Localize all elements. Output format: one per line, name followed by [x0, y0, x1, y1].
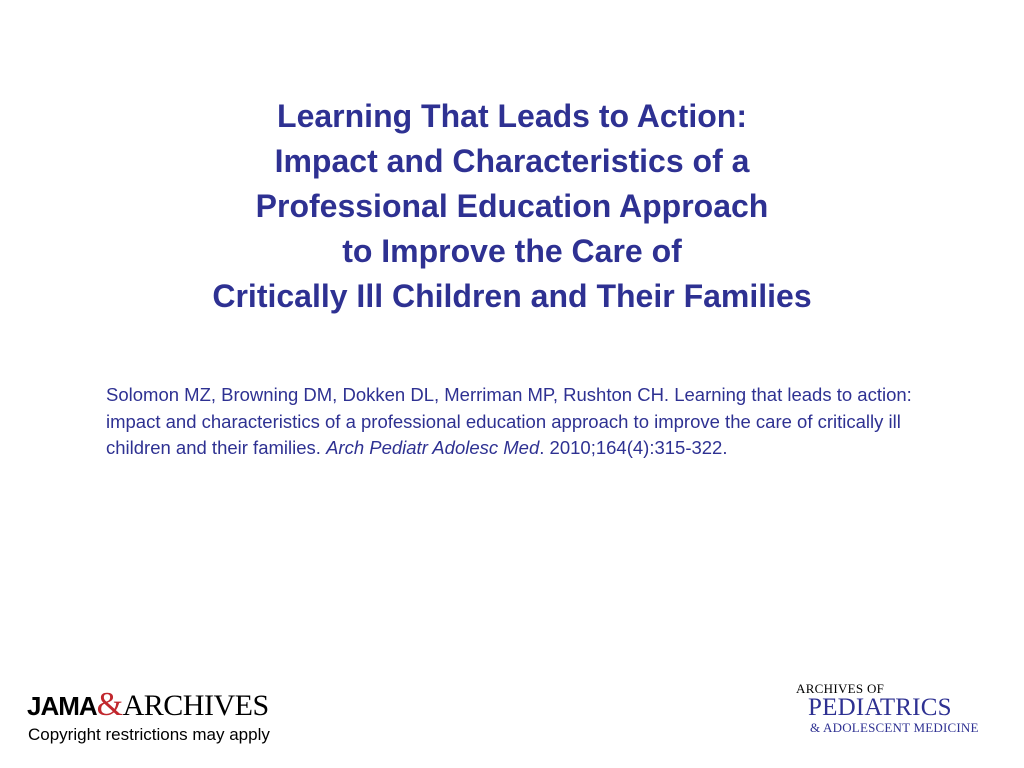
title-line-3: Professional Education Approach — [255, 188, 769, 224]
journal-logo-line-2: PEDIATRICS — [808, 694, 952, 721]
title-line-2: Impact and Characteristics of a — [274, 143, 750, 179]
citation — [106, 382, 956, 462]
slide-title — [62, 94, 962, 319]
logo-archives-text: ARCHIVES — [122, 689, 269, 722]
copyright-notice: Copyright restrictions may apply — [28, 725, 270, 744]
citation-journal: Arch Pediatr Adolesc Med — [326, 437, 540, 458]
title-line-1: Learning That Leads to Action: — [277, 98, 747, 134]
logo-jama-text: JAMA — [27, 691, 97, 721]
journal-logo-line-1: ARCHIVES OF — [796, 681, 885, 696]
title-line-4: to Improve the Care of — [342, 233, 682, 269]
citation-details: . 2010;164(4):315-322. — [539, 437, 728, 458]
archives-pediatrics-logo — [796, 682, 979, 736]
logo-ampersand: & — [96, 686, 123, 723]
title-line-5: Critically Ill Children and Their Families — [212, 278, 812, 314]
jama-archives-logo — [27, 688, 269, 723]
citation-text: Solomon MZ, Browning DM, Dokken DL, Merriman MP, Rushton CH. Learning that leads to action: impact and characteristics of a professional education approach to improve the care of critically ill children and their families. — [106, 384, 912, 458]
journal-logo-line-3: & ADOLESCENT MEDICINE — [810, 720, 979, 735]
